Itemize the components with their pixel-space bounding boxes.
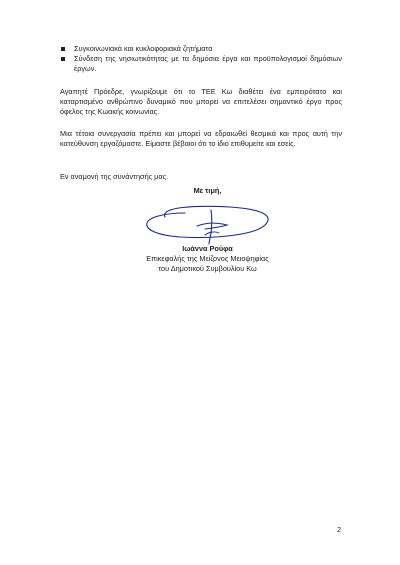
bullet-item <box>60 44 342 54</box>
bullet-icon <box>61 57 65 61</box>
page-number: 2 <box>336 525 341 534</box>
signatory-name: Ιωάννα Ρούφα <box>182 244 233 253</box>
salutation: Με τιμή, <box>193 186 222 195</box>
paragraph-closing: Εν αναμονή της συνάντησής μας. <box>60 172 169 181</box>
bullet-list <box>60 44 342 74</box>
bullet-item <box>60 54 342 74</box>
paragraph-intro: Αγαπητέ Πρόεδρε, γνωρίζουμε ότι το ΤΕΕ Κω διαθέτει ένα εμπειρότατο και καταρτισμένο ανθρώπινο δυναμικό που μπορεί να επιτελέσει σημαντικό έργο προς όφελος της Κωακής κοινωνίας. <box>60 87 342 116</box>
bullet-text: Συγκοινωνιακά και κυκλοφοριακά ζητήματα <box>74 44 213 53</box>
signatory-role-line2: του Δημοτικού Συμβουλίου Κω <box>158 264 257 273</box>
signatory-role-line1: Επικεφαλής της Μείζονος Μειοψηφίας <box>146 254 269 263</box>
bullet-icon <box>61 47 65 51</box>
bullet-text: Σύνδεση της νησιωτικότητας με τα δημόσια έργα και προϋπολογισμοί δημόσιων έργων. <box>74 54 342 73</box>
paragraph-cooperation: Μια τέτοια συνεργασία πρέπει και μπορεί να εδραιωθεί θεσμικά και προς αυτή την κατεύθυνση εργαζόμαστε. Είμαστε βέβαιοι ότι το ίδιο επιθυμείτε και εσείς. <box>60 129 342 148</box>
